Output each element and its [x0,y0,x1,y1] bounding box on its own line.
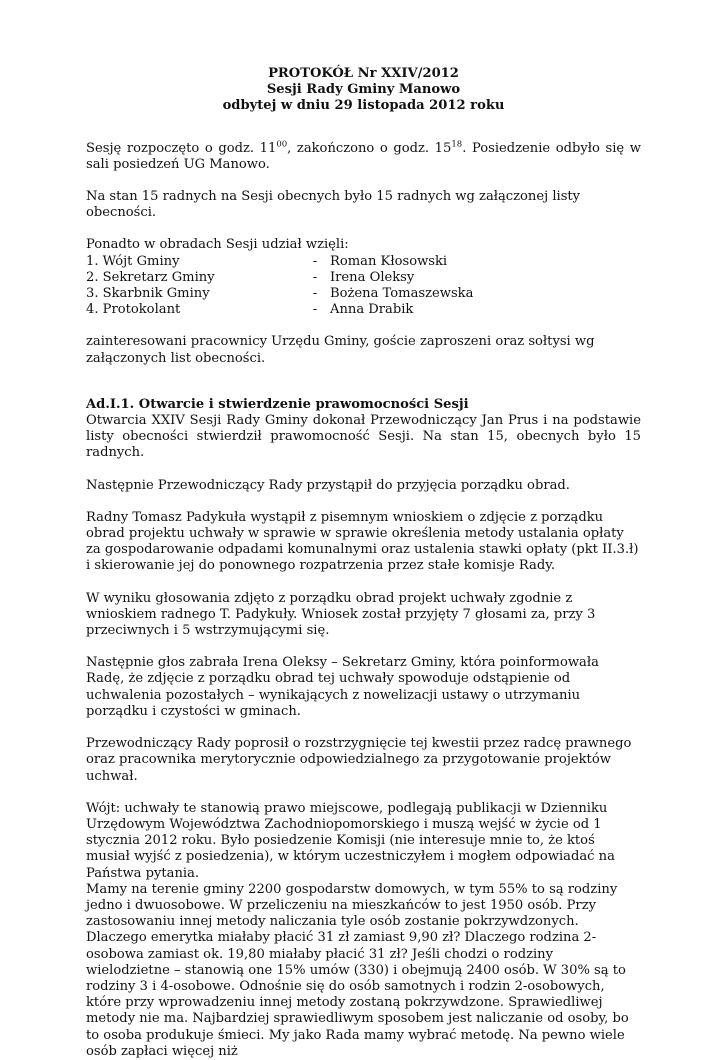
opening-paragraph [86,141,641,173]
session-name: Sesji Rady Gminy Manowo [266,82,461,98]
section-paragraph-mayor: Wójt: uchwały te stanowią prawo miejscowe, podlegają publikacji w Dzienniku Urzędowym Województwa Zachodniopomorskiego i muszą wejść w życie od 1 stycznia 2012 roku. Było posiedzenie Komisji (nie interesuje mnie to, że ktoś musiał wyjść z posiedzenia), w którym uczestniczyłem i mogłem odpowiadać na Państwa pytania. [86,800,615,881]
section-spacer [86,383,641,397]
opening-text-1: Sesję rozpoczęto o godz. 11 [86,140,277,156]
participant-name: Anna Drabik [330,302,414,318]
end-minutes: 18 [451,139,463,150]
section-paragraph-agenda: Następnie Przewodniczący Rady przystąpił do przyjęcia porządku obrad. [86,477,570,493]
section-paragraph-secretary: Następnie głos zabrała Irena Oleksy – Sekretarz Gminy, która poinformowała Radę, że zdjęcie z porządku obrad tej uchwały spowoduje odstąpienie od uchwalenia pozostałych – wynikających z nowelizacji ustawy o utrzymaniu porządku i czystości w gminach. [86,655,599,719]
participant-name: Bożena Tomaszewska [330,286,474,302]
participants-intro: Ponadto w obradach Sesji udział wzięli: [86,237,349,253]
document-page [86,66,641,1060]
section-title: Ad.I.1. Otwarcie i stwierdzenie prawomocności Sesji [86,396,469,412]
participants-block [86,237,641,318]
opening-text-3: . Posiedzenie odbyło się w sali posiedzeń UG Manowo. [86,140,641,172]
participant-dash: - [312,302,318,318]
document-header [86,66,641,115]
other-attendees-paragraph: zainteresowani pracownicy Urzędu Gminy, goście zaproszeni oraz sołtysi wg załączonych list obecności. [86,334,595,366]
section-paragraph-motion: Radny Tomasz Padykuła wystąpił z pisemnym wnioskiem o zdjęcie z porządku obrad projektu uchwały w sprawie w sprawie określenia metody ustalania opłaty za gospodarowanie odpadami komunalnymi oraz ustalenia stawki opłaty (pkt II.3.ł) i skierowanie jej do ponownego rozpatrzenia przez stałe komisje Rady. [86,509,639,574]
section-paragraph-vote: W wyniku głosowania zdjęto z porządku obrad projekt uchwały zgodnie z wnioskiem radnego T. Padykuły. Wniosek został przyjęty 7 głosami za, przy 3 przeciwnych i 5 wstrzymującymi się. [86,590,596,639]
participant-role: 3. Skarbnik Gminy [86,286,210,302]
participant-name: Roman Kłosowski [330,253,448,269]
participant-role: 4. Protokolant [86,302,181,318]
participant-name: Irena Oleksy [330,269,415,285]
participant-dash: - [312,269,318,285]
section-paragraph-opening: Otwarcia XXIV Sesji Rady Gminy dokonał Przewodniczący Jan Prus i na podstawie listy obecności stwierdził prawomocność Sesji. Na stan 15, obecnych było 15 radnych. [86,413,641,461]
opening-text-2: , zakończono o godz. 15 [287,140,452,156]
protocol-number: PROTOKÓŁ Nr XXIV/2012 [268,66,459,81]
participant-row [86,286,641,302]
participant-dash: - [312,286,318,302]
participant-dash: - [312,253,318,269]
start-minutes: 00 [276,139,288,150]
participant-role: 2. Sekretarz Gminy [86,269,215,285]
attendance-paragraph: Na stan 15 radnych na Sesji obecnych było 15 radnych wg załączonej listy obecności. [86,189,581,221]
session-date: odbytej w dniu 29 listopada 2012 roku [222,98,505,114]
section-paragraph-households: Mamy na terenie gminy 2200 gospodarstw domowych, w tym 55% to są rodziny jedno i dwuosobowe. W przeliczeniu na mieszkańców to jest 1950 osób. Przy zastosowaniu innej metody naliczania tyle osób zostanie pokrzywdzonych. Dlaczego emerytka miałaby płacić 31 zł zamiast 9,90 zł? Dlaczego rodzina 2-osobowa zamiast ok. 19,80 miałaby płacić 31 zł? Jeśli chodzi o rodziny wielodzietne – stanowią one 15% umów (330) i obejmują 2400 osób. W 30% są to rodziny 3 i 4-osobowe. Odnośnie się do osób samotnych i rodzin 2-osobowych, które przy wprowadzeniu innej metody zostaną pokrzywdzone. Sprawiedliwej metody nie ma. Najbardziej sprawiedliwym sposobem jest naliczanie od osoby, bo to osoba produkuje śmieci. My jako Rada mamy wybrać metodę. Na pewno wiele osób zapłaci więcej niż [86,881,629,1059]
participant-row [86,254,641,270]
section-paragraph-request: Przewodniczący Rady poprosił o rozstrzygnięcie tej kwestii przez radcę prawnego oraz pracownika merytorycznie odpowiedzialnego za przygotowanie projektów uchwał. [86,736,632,784]
participant-role: 1. Wójt Gminy [86,253,180,269]
participant-row [86,270,641,286]
participant-row [86,302,641,318]
